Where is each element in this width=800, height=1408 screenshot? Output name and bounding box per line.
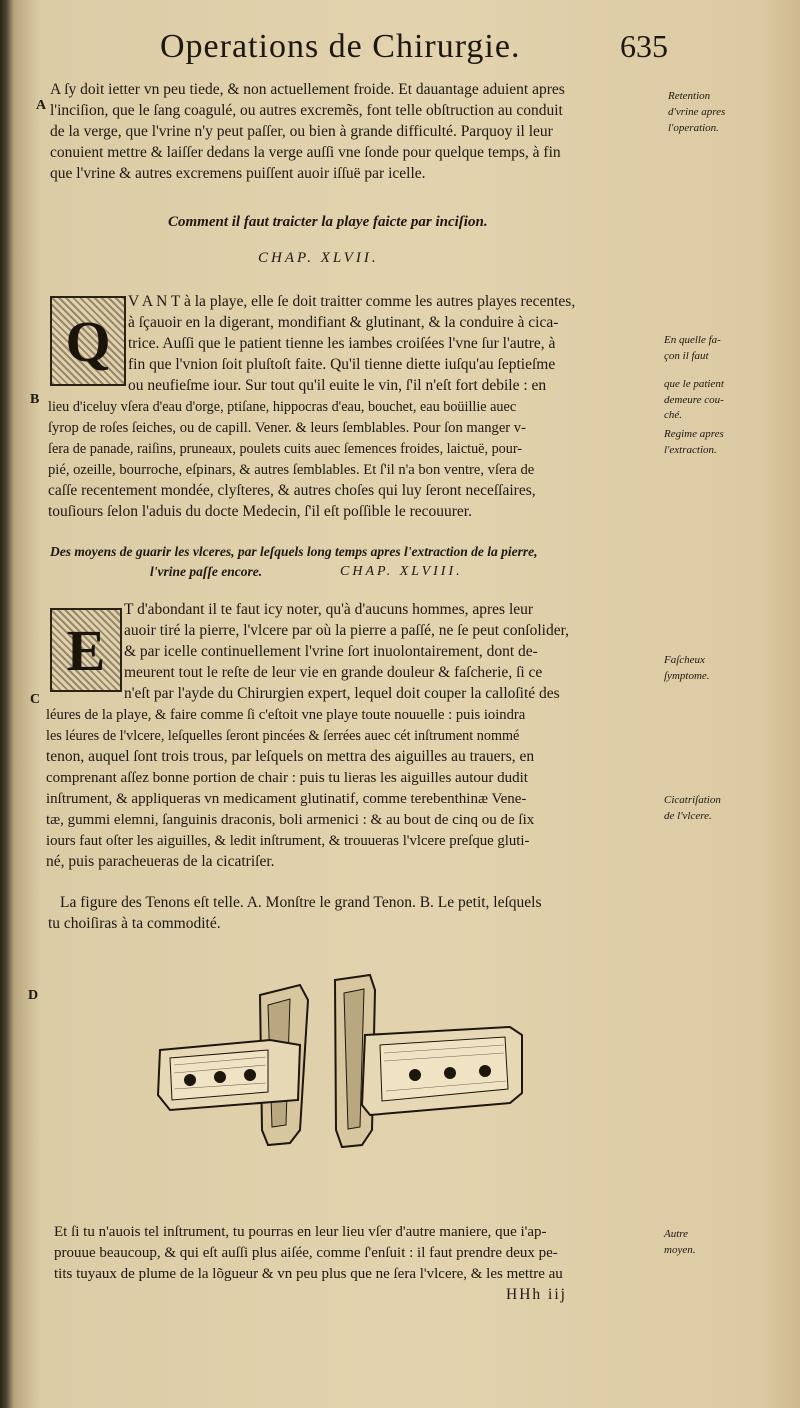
chapter-number-1: CHAP. XLVII. bbox=[258, 250, 379, 266]
chapter-heading-2-cont: l'vrine paſſe encore. bbox=[150, 564, 263, 579]
signature-mark: HHh iij bbox=[506, 1286, 567, 1303]
text-line: tæ, gummi elemni, ſanguinis draconis, boli armenici : & au bout de cinq ou de ſix bbox=[46, 812, 535, 828]
margin-note-line: Cicatriſation bbox=[664, 794, 721, 806]
margin-note-line: Regime apres bbox=[664, 428, 724, 440]
margin-letter-c: C bbox=[30, 692, 41, 707]
text-line: ſyrop de roſes ſeiches, ou de capill. Vener. & leurs ſemblables. Pour ſon manger v- bbox=[48, 420, 526, 436]
text-line: tu choiſiras à ta commodité. bbox=[48, 915, 221, 932]
margin-note-line: l'extraction. bbox=[664, 444, 717, 456]
text-line: A ſy doit ietter vn peu tiede, & non actuellement froide. Et dauantage aduient apres bbox=[50, 81, 565, 98]
text-line: meurent tout le reſte de leur vie en grande douleur & faſcherie, ſi ce bbox=[124, 664, 543, 681]
margin-letter-d: D bbox=[28, 988, 39, 1003]
margin-letter-b: B bbox=[30, 392, 40, 407]
text-line: prouue beaucoup, & qui eſt auſſi plus aiſée, comme ſ'enſuit : il faut prendre deux pe- bbox=[54, 1245, 558, 1261]
margin-letter-a: A bbox=[36, 98, 47, 113]
text-line: à ſçauoir en la digerant, mondifiant & glutinant, & la conduire à cica- bbox=[128, 314, 559, 331]
text-line: que l'vrine & autres excremens puiſſent auoir iſſuë par icelle. bbox=[50, 165, 426, 182]
text-line: de la verge, que l'vrine n'y peut paſſer, ou bien à grande difficulté. Parquoy il leur bbox=[50, 123, 553, 140]
text-line: l'inciſion, que le ſang coagulé, ou autres excremẽs, font telle obſtruction au conduit bbox=[50, 102, 563, 119]
text-line: les léures de l'vlcere, leſquelles ſeront pincées & ſerrées auec cét inſtrument nommé bbox=[46, 728, 520, 744]
margin-note-line: demeure cou- bbox=[664, 394, 724, 406]
margin-note-line: çon il faut bbox=[664, 350, 709, 362]
running-title: Operations de Chirurgie. bbox=[160, 28, 521, 65]
margin-note-line: d'vrine apres bbox=[668, 106, 726, 118]
chapter-heading-1: Comment il faut traicter la playe faicte par inciſion. bbox=[168, 214, 488, 230]
chapter-heading-2: Des moyens de guarir les vlceres, par leſquels long temps apres l'extraction de la pierre, bbox=[50, 544, 538, 559]
text-line: n'eſt par l'ayde du Chirurgien expert, lequel doit couper la calloſité des bbox=[124, 685, 560, 702]
margin-note-line: de l'vlcere. bbox=[664, 810, 712, 822]
text-line: iours faut oſter les aiguilles, & ledit inſtrument, & trouueras l'vlcere preſque gluti- bbox=[46, 833, 530, 849]
chapter-number-2: CHAP. XLVIII. bbox=[340, 564, 463, 579]
text-line: trice. Auſſi que le patient tienne les iambes croiſées l'vne ſur l'autre, à bbox=[128, 335, 556, 352]
text-line: V A N T à la playe, elle ſe doit traitter comme les autres playes recentes, bbox=[128, 293, 576, 310]
margin-note-line: ſymptome. bbox=[664, 670, 710, 682]
page-header bbox=[0, 28, 800, 78]
text-line: touſiours ſelon l'aduis du docte Medecin, ſ'il eſt poſſible le recouurer. bbox=[48, 503, 472, 520]
text-line: auoir tiré la pierre, l'vlcere par où la pierre a paſſé, ne ſe peut conſolider, bbox=[124, 622, 569, 639]
text-line: T d'abondant il te faut icy noter, qu'à d'aucuns hommes, apres leur bbox=[124, 601, 534, 618]
text-line: ſera de panade, raiſins, pruneaux, poulets cuits auec ſemences froides, laictuë, pour- bbox=[48, 441, 523, 457]
text-line: tits tuyaux de plume de la lõgueur & vn peu plus que ne ſera l'vlcere, & les mettre au bbox=[54, 1266, 563, 1282]
margin-note-line: ché. bbox=[664, 409, 683, 421]
decorated-initial-e: E bbox=[50, 608, 122, 692]
text-line: Et ſi tu n'auois tel inſtrument, tu pourras en leur lieu vſer d'autre maniere, que i'ap- bbox=[54, 1224, 547, 1240]
text-line: lieu d'iceluy vſera d'eau d'orge, ptiſane, hippocras d'eau, bouchet, eau boüillie auec bbox=[48, 399, 517, 415]
margin-note-line: que le patient bbox=[664, 378, 724, 390]
text-line: né, puis paracheueras de la cicatriſer. bbox=[46, 853, 275, 870]
text-line: léures de la playe, & faire comme ſi c'eſtoit vne playe toute nouuelle : puis ioindra bbox=[46, 707, 526, 723]
text-line: caſſe recentement mondée, clyſteres, & autres choſes qui luy ſeront neceſſaires, bbox=[48, 482, 536, 499]
margin-note-line: Retention bbox=[668, 90, 711, 102]
page-number: 635 bbox=[620, 28, 668, 64]
text-line: pié, ozeille, bourroche, eſpinars, & autres ſemblables. Et ſ'il n'a bon ventre, vſera de bbox=[48, 462, 535, 478]
margin-note-line: moyen. bbox=[664, 1244, 696, 1256]
margin-note-line: l'operation. bbox=[668, 122, 719, 134]
margin-note-line: Faſcheux bbox=[664, 654, 705, 666]
margin-note-line: Autre bbox=[664, 1228, 689, 1240]
margin-note-line: En quelle fa- bbox=[664, 334, 721, 346]
text-line: tenon, auquel ſont trois trous, par leſquels on mettra des aiguilles au trauers, en bbox=[46, 748, 535, 765]
text-line: fin que l'vnion ſoit pluſtoſt faite. Qu'il tienne diette iuſqu'au ſeptieſme bbox=[128, 356, 556, 373]
text-line: conuient mettre & laiſſer dedans la verge auſſi vne ſonde pour quelque temps, à fin bbox=[50, 144, 561, 161]
text-line: La figure des Tenons eſt telle. A. Monſtre le grand Tenon. B. Le petit, leſquels bbox=[60, 894, 542, 911]
text-line: comprenant aſſez bonne portion de chair : puis tu lieras les aiguilles autour dudit bbox=[46, 770, 528, 786]
text-line: inſtrument, & appliqueras vn medicament glutinatif, comme terebenthinæ Vene- bbox=[46, 791, 527, 807]
tenon-instrument-illustration bbox=[150, 965, 570, 1165]
text-line: & par icelle continuellement l'vrine ſort inuolontairement, dont de- bbox=[124, 643, 538, 660]
decorated-initial-q: Q bbox=[50, 296, 126, 386]
text-line: ou neufieſme iour. Sur tout qu'il euite le vin, ſ'il n'eſt fort debile : en bbox=[128, 377, 547, 394]
